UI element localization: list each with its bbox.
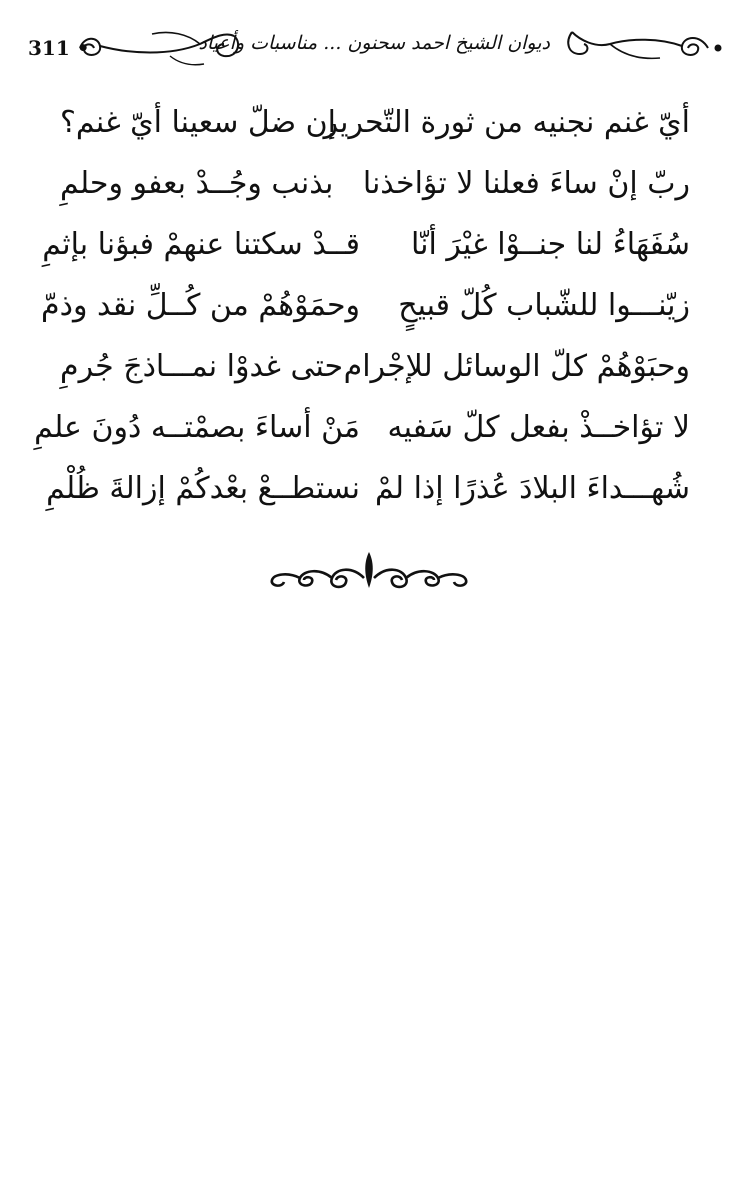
verse-6-first-hemistich: لا تؤاخــذْ بفعل كلّ سَفيه [387, 410, 690, 445]
verse-4-first-hemistich: زيّنـــوا للشّباب كُلّ قبيحٍ [398, 288, 690, 323]
verse-2 [60, 156, 690, 217]
verse-7-second-hemistich: نستطــعْ بعْدكُمْ إزالةَ ظُلْمِ [46, 471, 360, 506]
verse-3-second-hemistich: قــدْ سكتنا عنهمْ فبؤنا بإثمِ [42, 227, 360, 262]
verse-6 [34, 400, 690, 461]
verse-3-first-hemistich: سُفَهَاءُ لنا جنــوْا غيْرَ أنّا [411, 227, 690, 262]
verse-7-first-hemistich: شُهـــداءَ البلادَ عُذرًا إذا لمْ [374, 471, 690, 506]
page-number: 311 • [28, 36, 90, 60]
verse-1-first-hemistich: أيّ غنم نجنيه من ثورة التّحرير [323, 105, 690, 140]
verse-4-second-hemistich: وحمَوْهُمْ من كُــلِّ نقد وذمّ [41, 288, 360, 323]
verse-5-second-hemistich: حتى غدوْا نمـــاذجَ جُرمِ [60, 349, 344, 384]
running-title: ديوان الشيخ احمد سحنون ... مناسبات وأعياد [198, 32, 550, 54]
verse-2-first-hemistich: ربّ إنْ ساءَ فعلنا لا تؤاخذنا [362, 166, 690, 201]
verse-3 [42, 217, 690, 278]
verse-1-second-hemistich: إن ضلّ سعينا أيّ غنم؟ [60, 105, 337, 140]
end-ornament [264, 548, 474, 592]
verse-7 [46, 461, 690, 522]
poem [34, 95, 690, 522]
page-header [20, 24, 729, 72]
verse-6-second-hemistich: مَنْ أساءَ بصمْتــه دُونَ علمِ [34, 410, 360, 445]
verse-4 [41, 278, 690, 339]
verse-1 [60, 95, 690, 156]
verse-2-second-hemistich: بذنب وجُــدْ بعفو وحلمِ [60, 166, 334, 201]
verse-5-first-hemistich: وحبَوْهُمْ كلّ الوسائل للإجْرام [343, 349, 690, 384]
verse-5 [60, 339, 690, 400]
